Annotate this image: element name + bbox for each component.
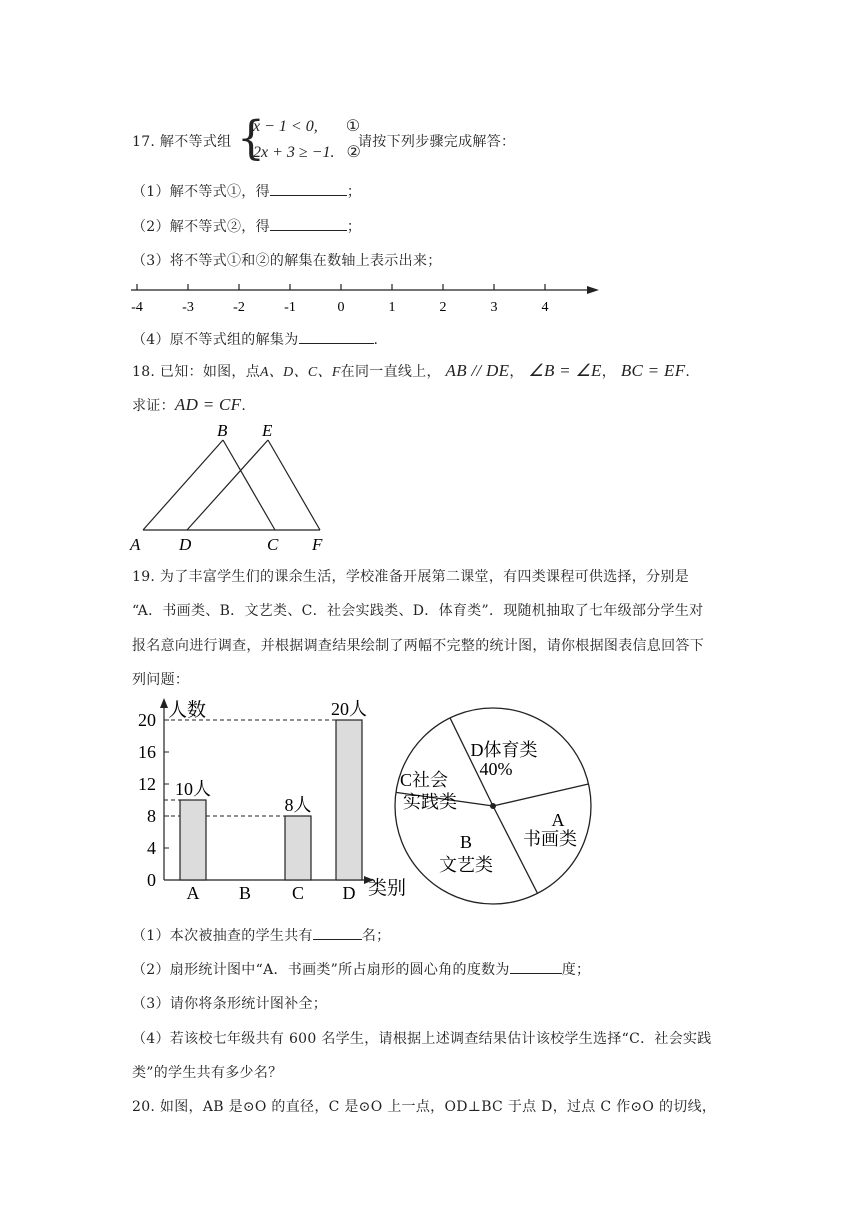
q19-sub2 bbox=[132, 959, 590, 979]
q18-end: . bbox=[685, 364, 691, 380]
bar-chart bbox=[118, 692, 408, 907]
pie-label-d: D体育类 bbox=[470, 740, 538, 760]
prove-statement: AD = CF bbox=[174, 395, 242, 414]
triangle-figure bbox=[125, 418, 345, 558]
bar-D bbox=[336, 720, 362, 880]
sub2-text: （2）扇形统计图中“A．书画类”所占扇形的圆心角的度数为 bbox=[132, 962, 510, 978]
q18-points: A、D、C、F bbox=[260, 365, 341, 380]
label-b: B bbox=[217, 421, 228, 440]
number-line-tick-label: -3 bbox=[182, 300, 194, 315]
label-a: A bbox=[130, 535, 141, 554]
prove-end: . bbox=[241, 398, 247, 414]
segment-ef bbox=[268, 440, 320, 530]
pie-slice-boundary bbox=[493, 806, 537, 893]
q17-prefix: 17. 解不等式组 bbox=[132, 134, 232, 150]
q19-line1: 19. 为了丰富学生们的课余生活，学校准备开展第二课堂，有四类课程可供选择，分别是 bbox=[132, 569, 690, 585]
q18-sep1: ， bbox=[509, 364, 524, 380]
q18-sep2: ， bbox=[601, 364, 617, 380]
q18-cond3: BC = EF bbox=[620, 361, 686, 380]
x-tick-label: D bbox=[342, 883, 356, 903]
number-line-tick-label: -1 bbox=[284, 300, 296, 315]
q17-suffix: 请按下列步骤完成解答： bbox=[358, 134, 516, 150]
step4-end: . bbox=[373, 332, 379, 348]
label-d: D bbox=[179, 535, 192, 554]
q17-step1 bbox=[132, 181, 361, 201]
pie-label-c-line1: C社会 bbox=[399, 770, 449, 790]
q19-sub3: （3）请你将条形统计图补全； bbox=[132, 996, 328, 1012]
y-tick-label: 8 bbox=[147, 806, 156, 826]
bar-data-label: 10人 bbox=[175, 779, 211, 799]
q18-line1 bbox=[132, 361, 690, 381]
y-tick-label: 4 bbox=[147, 838, 156, 858]
answer-blank[interactable] bbox=[270, 216, 347, 231]
label-e: E bbox=[262, 421, 273, 440]
number-line-tick-label: 0 bbox=[337, 300, 345, 315]
pie-label-c-line2: 实践类 bbox=[403, 792, 457, 812]
sub2-end: 度； bbox=[561, 962, 591, 978]
bar-C bbox=[285, 816, 311, 880]
segment-ab bbox=[143, 440, 223, 530]
q18-prove-line bbox=[132, 395, 246, 415]
number-line-tick-label: -4 bbox=[131, 300, 143, 315]
sub1-end: 名； bbox=[361, 928, 391, 944]
q19-sub4-line2: 类”的学生共有多少名？ bbox=[132, 1065, 283, 1081]
pie-value-d: 40% bbox=[479, 759, 513, 779]
prove-label: 求证： bbox=[132, 398, 175, 414]
label-c: C bbox=[267, 535, 279, 554]
x-tick-label: C bbox=[291, 883, 305, 903]
y-tick-label: 12 bbox=[138, 774, 156, 794]
system-brace: { bbox=[237, 111, 265, 166]
q19-sub4-line1: （4）若该校七年级共有 600 名学生，请根据上述调查结果估计该校学生选择“C．社会实践 bbox=[132, 1031, 712, 1047]
segment-bc bbox=[223, 440, 275, 530]
y-tick-label: 16 bbox=[138, 742, 156, 762]
ineq1-mark: ① bbox=[345, 118, 361, 135]
sub1-text: （1）本次被抽查的学生共有 bbox=[132, 928, 313, 944]
y-tick-label: 20 bbox=[138, 710, 156, 730]
q18-middle: 在同一直线上， bbox=[340, 364, 441, 380]
q17-step4 bbox=[132, 329, 378, 349]
q19-line2: “A．书画类、B．文艺类、C．社会实践类、D．体育类”．现随机抽取了七年级部分学生对 bbox=[132, 603, 704, 619]
y-tick-label: 0 bbox=[147, 870, 156, 890]
segment-de bbox=[187, 440, 268, 530]
pie-label-b-line1: B bbox=[459, 832, 473, 852]
q18-prefix: 18. 已知：如图，点 bbox=[132, 364, 261, 380]
q17-header bbox=[132, 131, 231, 151]
number-line-tick-label: 3 bbox=[490, 300, 498, 315]
number-line-tick-label: 1 bbox=[388, 300, 396, 315]
y-axis-arrow bbox=[160, 698, 168, 708]
pie-slice-boundary bbox=[493, 784, 588, 806]
step2-end: ； bbox=[346, 219, 362, 235]
x-axis-label: 类别 bbox=[368, 878, 407, 899]
bar-data-label: 20人 bbox=[331, 699, 367, 719]
q20-line1: 20. 如图，AB 是⊙O 的直径，C 是⊙O 上一点，OD⊥BC 于点 D，过点 C 作⊙O 的切线， bbox=[132, 1099, 717, 1115]
q19-line3: 报名意向进行调查，并根据调查结果绘制了两幅不完整的统计图，请你根据图表信息回答下 bbox=[132, 638, 704, 654]
number-line bbox=[125, 278, 605, 318]
bar-data-label: 8人 bbox=[284, 795, 312, 815]
x-tick-label: B bbox=[238, 883, 252, 903]
pie-label-a-line1: A bbox=[551, 810, 565, 830]
pie-chart bbox=[390, 705, 600, 905]
answer-blank[interactable] bbox=[510, 959, 562, 974]
ineq1: x − 1 < 0, bbox=[253, 118, 318, 135]
q18-cond1: AB // DE bbox=[445, 361, 510, 380]
number-line-tick-label: -2 bbox=[233, 300, 245, 315]
label-f: F bbox=[312, 535, 323, 554]
step4-text: （4）原不等式组的解集为 bbox=[132, 332, 299, 348]
q18-cond2: ∠B = ∠E bbox=[528, 361, 602, 380]
q17-step2 bbox=[132, 216, 361, 236]
step1-text: （1）解不等式①，得 bbox=[132, 184, 270, 200]
ineq2: 2x + 3 ≥ −1. bbox=[253, 144, 335, 161]
bar-A bbox=[180, 800, 206, 880]
y-axis-label: 人数 bbox=[168, 700, 207, 721]
inequality-system bbox=[253, 114, 361, 166]
answer-blank[interactable] bbox=[270, 181, 347, 196]
q19-sub1 bbox=[132, 925, 390, 945]
step1-end: ； bbox=[346, 184, 362, 200]
q19-line4: 列问题： bbox=[132, 672, 190, 688]
number-line-tick-label: 2 bbox=[439, 300, 447, 315]
x-tick-label: A bbox=[186, 883, 200, 903]
answer-blank[interactable] bbox=[313, 925, 362, 940]
step2-text: （2）解不等式②，得 bbox=[132, 219, 270, 235]
pie-center-dot bbox=[490, 803, 496, 809]
pie-label-b-line2: 文艺类 bbox=[439, 855, 493, 875]
ineq2-mark: ② bbox=[346, 144, 361, 161]
pie-label-a-line2: 书画类 bbox=[523, 829, 577, 849]
number-line-tick-label: 4 bbox=[541, 300, 549, 315]
answer-blank[interactable] bbox=[299, 329, 374, 344]
q17-step3: （3）将不等式①和②的解集在数轴上表示出来； bbox=[132, 253, 442, 269]
